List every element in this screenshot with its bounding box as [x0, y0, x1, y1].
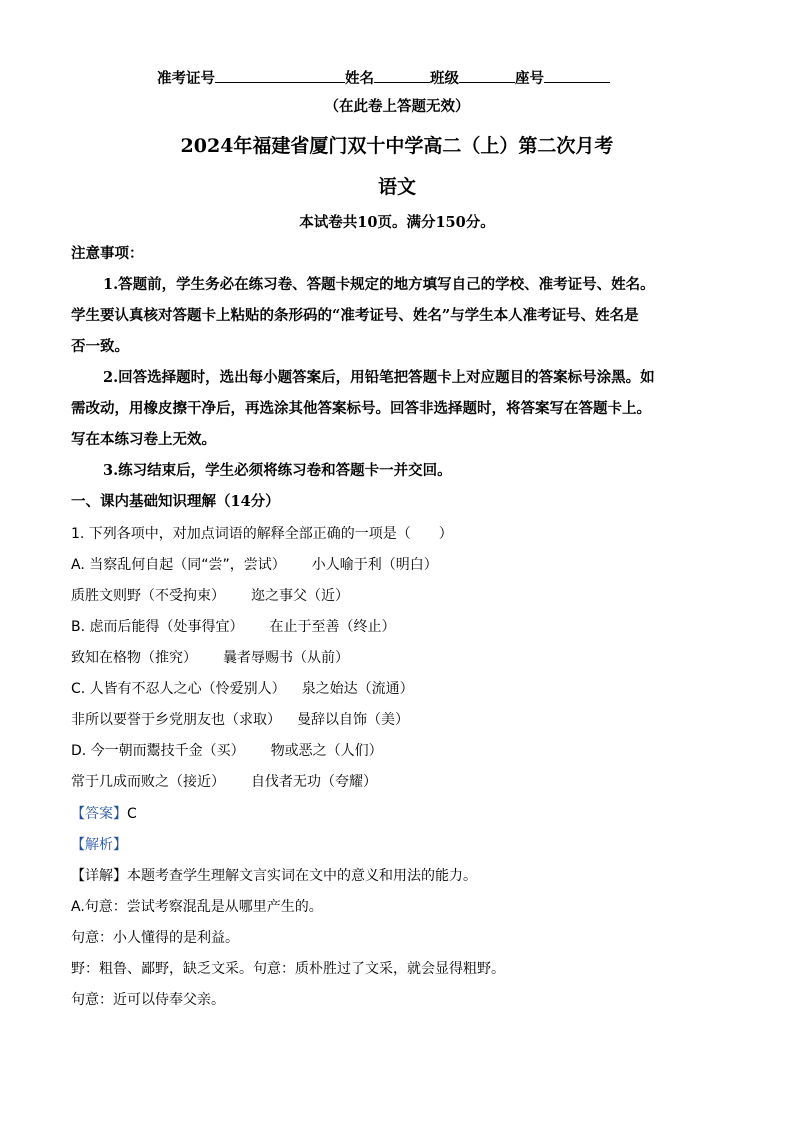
note-1-line-2: 学生要认真核对答题卡上粘贴的条形码的“准考证号、姓名”与学生本人准考证号、姓名是 — [71, 307, 639, 324]
seat-blank[interactable] — [544, 68, 610, 83]
exam-meta: 本试卷共10页。满分150分。 — [299, 214, 495, 231]
seat-label: 座号 — [515, 70, 544, 87]
option-a-line-1 — [71, 555, 438, 575]
explain-2: 句意：小人懂得的是利益。 — [71, 930, 239, 946]
option-d-item-2: 物或恶之（人们） — [270, 743, 383, 759]
option-a-item-1: A. 当察乱何自起（同“尝”，尝试） — [71, 557, 286, 573]
option-b-item-3: 致知在格物（推究） — [71, 650, 197, 666]
detail-tag: 【详解】 — [71, 868, 127, 884]
option-d-line-1 — [71, 741, 383, 761]
option-b-item-4: 曩者辱赐书（从前） — [223, 650, 349, 666]
option-d-line-2 — [71, 772, 377, 792]
candidate-info-line — [157, 68, 610, 89]
option-c-line-1 — [71, 679, 414, 699]
explain-1: A.句意：尝试考察混乱是从哪里产生的。 — [71, 899, 323, 915]
name-label: 姓名 — [345, 70, 374, 87]
subject-title: 语文 — [377, 176, 416, 198]
exam-title: 2024年福建省厦门双十中学高二（上）第二次月考 — [180, 135, 614, 157]
answer-line — [71, 804, 137, 824]
option-a-line-2 — [71, 586, 349, 606]
option-b-line-1 — [71, 617, 396, 637]
option-a-item-2: 小人喻于利（明白） — [311, 557, 438, 573]
class-label: 班级 — [430, 70, 459, 87]
option-a-item-4: 迩之事父（近） — [251, 588, 349, 604]
name-blank[interactable] — [374, 68, 430, 83]
exam-number-blank[interactable] — [215, 68, 345, 83]
option-c-item-3: 非所以要誉于乡党朋友也（求取） — [71, 712, 281, 728]
option-c-item-1: C. 人皆有不忍人之心（怜爱别人） — [71, 681, 286, 697]
note-1-line-3: 否一致。 — [71, 338, 129, 355]
answer-value: C — [127, 806, 137, 822]
option-a-item-3: 质胜文则野（不受拘束） — [71, 588, 225, 604]
option-b-item-2: 在止于至善（终止） — [269, 619, 396, 635]
analysis-tag: 【解析】 — [71, 837, 127, 853]
note-2-line-3: 写在本练习卷上无效。 — [71, 431, 216, 448]
exam-number-label: 准考证号 — [157, 70, 215, 87]
note-2-line-1: 2.回答选择题时，选出每小题答案后，用铅笔把答题卡上对应题目的答案标号涂黑。如 — [103, 369, 655, 386]
option-c-line-2 — [71, 710, 409, 730]
explain-4: 句意：近可以侍奉父亲。 — [71, 992, 225, 1008]
question-1-stem: 1. 下列各项中，对加点词语的解释全部正确的一项是（ ） — [71, 526, 453, 542]
detail-text: 本题考查学生理解文言实词在文中的意义和用法的能力。 — [127, 868, 477, 884]
explain-3: 野：粗鲁、鄙野，缺乏文采。句意：质朴胜过了文采，就会显得粗野。 — [71, 961, 505, 977]
note-3: 3.练习结束后，学生必须将练习卷和答题卡一并交回。 — [103, 462, 452, 479]
section-1-heading: 一、课内基础知识理解（14分） — [71, 493, 280, 510]
option-d-item-4: 自伐者无功（夸耀） — [251, 774, 377, 790]
option-c-item-4: 曼辞以自饰（美） — [297, 712, 409, 728]
option-d-item-1: D. 今一朝而鬻技千金（买） — [71, 743, 245, 759]
option-b-line-2 — [71, 648, 349, 668]
notes-heading: 注意事项： — [71, 245, 144, 262]
analysis-line — [71, 835, 127, 855]
option-d-item-3: 常于几成而败之（接近） — [71, 774, 225, 790]
class-blank[interactable] — [459, 68, 515, 83]
answer-tag: 【答案】 — [71, 806, 127, 822]
option-c-item-2: 泉之始达（流通） — [301, 681, 414, 697]
detail-line — [71, 866, 477, 886]
option-b-item-1: B. 虑而后能得（处事得宜） — [71, 619, 244, 635]
note-1-line-1: 1.答题前，学生务必在练习卷、答题卡规定的地方填写自己的学校、准考证号、姓名。 — [103, 276, 655, 293]
invalid-notice: （在此卷上答题无效） — [324, 98, 470, 115]
note-2-line-2: 需改动，用橡皮擦干净后，再选涂其他答案标号。回答非选择题时，将答案写在答题卡上。 — [71, 400, 651, 417]
